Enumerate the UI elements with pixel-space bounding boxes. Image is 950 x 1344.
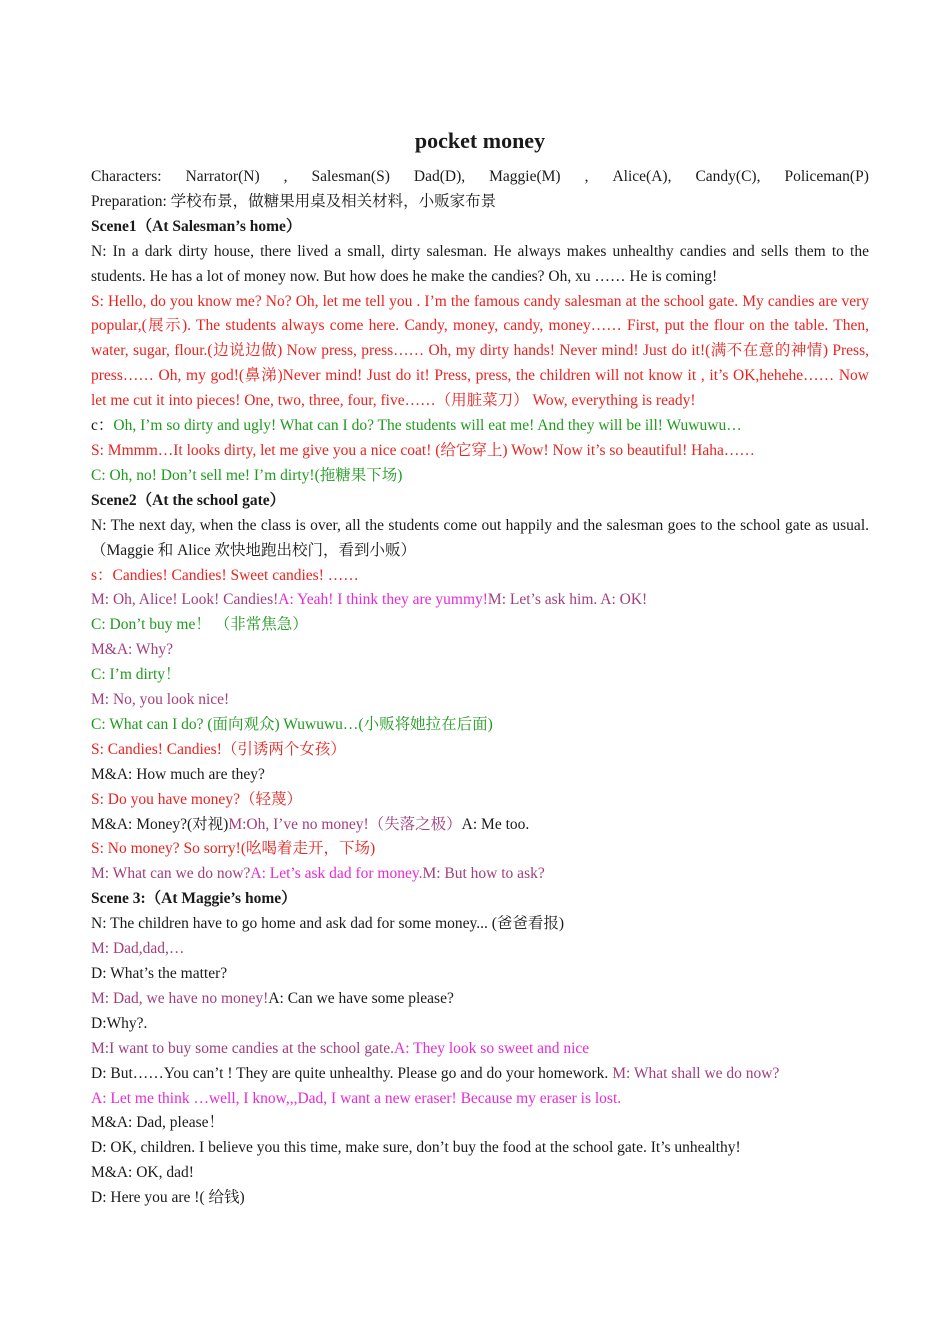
maggie-speech: M: What can we do now?: [91, 865, 251, 883]
characters-separator: ,: [283, 168, 288, 185]
scene2-dialogue-line: [91, 862, 869, 887]
maggie-speech: M: But how to ask?: [422, 865, 545, 883]
maggie-alice-line: M&A: OK, dad!: [91, 1164, 194, 1182]
preparation-line: Preparation: 学校布景，做糖果用桌及相关材料，小贩家布景: [91, 192, 497, 210]
maggie-speech: M: Let’s ask him. A: OK!: [487, 591, 648, 609]
scene2-dialogue-line: [91, 588, 869, 613]
scene1-salesman-line: S: Hello, do you know me? No? Oh, let me tell you . I’m the famous candy salesman at the school gate. My candies are very popular,(展示). The students always come here. Candy, money, candy, money…… First, put the flour on the table. Then, water, sugar, flour.(边说边做) Now press, press…… Oh, my dirty hands! Never mind! Just do it!(满不在意的神情) Press, press…… Oh, my god!(鼻涕)Never mind! Just do it! Press, press, the children will not know it , it’s OK,hehehe…… Now let me cut it into pieces! One, two, three, four, five……（用脏菜刀） Wow, everything is ready!: [91, 292, 869, 410]
scene2-dialogue-line: [91, 813, 869, 838]
alice-speech: A: Let’s ask dad for money.: [250, 865, 423, 883]
maggie-speech: M: What shall we do now?: [612, 1064, 780, 1082]
maggie-speech: M:I want to buy some candies at the school gate.: [91, 1039, 395, 1057]
candy-line: C: Don’t buy me！ （非常焦急）: [91, 616, 308, 634]
character-narrator: Narrator(N): [185, 168, 260, 185]
alice-speech: A: Me too.: [461, 815, 530, 833]
maggie-speech: M:Oh, I’ve no money!（失落之极）: [228, 815, 462, 833]
characters-label: Characters:: [91, 168, 162, 185]
character-policeman: Policeman(P): [784, 168, 869, 185]
character-salesman: Salesman(S): [311, 168, 390, 185]
script-document: [91, 126, 869, 1211]
maggie-line: M: No, you look nice!: [91, 691, 230, 709]
scene1-candy-line-2: C: Oh, no! Don’t sell me! I’m dirty!(拖糖果下场): [91, 466, 403, 484]
maggie-alice-speech: M&A: Money?(对视): [91, 815, 229, 833]
character-alice: Alice(A),: [612, 168, 672, 185]
characters-line: [91, 165, 869, 190]
scene3-dialogue-line: [91, 987, 869, 1012]
scene3-narrator-line: N: The children have to go home and ask dad for some money... (爸爸看报): [91, 915, 565, 933]
page-title: pocket money: [414, 128, 546, 153]
scene2-narrator-line: N: The next day, when the class is over, all the students come out happily and the salesman goes to the school gate as usual. （Maggie 和 Alice 欢快地跑出校门，看到小贩）: [91, 516, 869, 559]
salesman-line: S: Candies! Candies!（引诱两个女孩）: [91, 740, 346, 758]
scene3-dialogue-line: [91, 1037, 869, 1062]
candy-line: C: What can I do? (面向观众) Wuwuwu…(小贩将她拉在后面): [91, 715, 493, 733]
dad-line: D: OK, children. I believe you this time, make sure, don’t buy the food at the school gate. It’s unhealthy!: [91, 1139, 741, 1157]
scene3-heading: Scene 3:（At Maggie’s home）: [91, 890, 297, 908]
character-maggie: Maggie(M): [489, 168, 561, 185]
scene2-heading: Scene2（At the school gate）: [91, 491, 286, 509]
dad-speech: D: But……You can’t ! They are quite unhealthy. Please go and do your homework.: [91, 1064, 613, 1082]
scene1-narrator-line: N: In a dark dirty house, there lived a small, dirty salesman. He always makes unhealthy candies and sells them to the students. He has a lot of money now. But how does he make the candies? Oh, xu …… He is coming!: [91, 242, 869, 285]
candy-line: C: I’m dirty！: [91, 666, 181, 684]
candy-speaker-prefix: c：: [91, 417, 114, 435]
alice-line: A: Let me think …well, I know,,,Dad, I want a new eraser! Because my eraser is lost.: [91, 1089, 622, 1107]
alice-speech: A: Yeah! I think they are yummy!: [278, 591, 488, 609]
scene1-candy-line: [91, 414, 869, 439]
dad-line: D: Here you are !( 给钱): [91, 1189, 245, 1207]
salesman-line: S: Do you have money?（轻蔑）: [91, 790, 302, 808]
maggie-alice-line: M&A: Why?: [91, 641, 173, 659]
character-candy: Candy(C),: [695, 168, 761, 185]
alice-speech: A: Can we have some please?: [268, 989, 454, 1007]
maggie-alice-line: M&A: How much are they?: [91, 765, 265, 783]
salesman-line: S: No money? So sorry!(吆喝着走开，下场): [91, 840, 376, 858]
dad-line: D: What’s the matter?: [91, 965, 228, 982]
characters-separator: ,: [584, 168, 589, 185]
character-dad: Dad(D),: [413, 168, 466, 185]
maggie-speech: M: Oh, Alice! Look! Candies!: [91, 591, 279, 609]
maggie-line: M: Dad,dad,…: [91, 940, 185, 958]
dad-line: D:Why?.: [91, 1014, 148, 1032]
scene2-salesman-call: s：Candies! Candies! Sweet candies! ……: [91, 566, 359, 584]
maggie-speech: M: Dad, we have no money!: [91, 989, 269, 1007]
alice-speech: A: They look so sweet and nice: [394, 1039, 590, 1057]
scene1-heading: Scene1（At Salesman’s home）: [91, 217, 302, 235]
candy-speech: Oh, I’m so dirty and ugly! What can I do? The students will eat me! And they will be ill! Wuwuwu…: [113, 417, 742, 435]
scene1-salesman-line-2: S: Mmmm…It looks dirty, let me give you a nice coat! (给它穿上) Wow! Now it’s so beautiful! Haha……: [91, 441, 755, 459]
maggie-alice-line: M&A: Dad, please！: [91, 1114, 225, 1132]
scene3-dialogue-line: [91, 1062, 869, 1087]
